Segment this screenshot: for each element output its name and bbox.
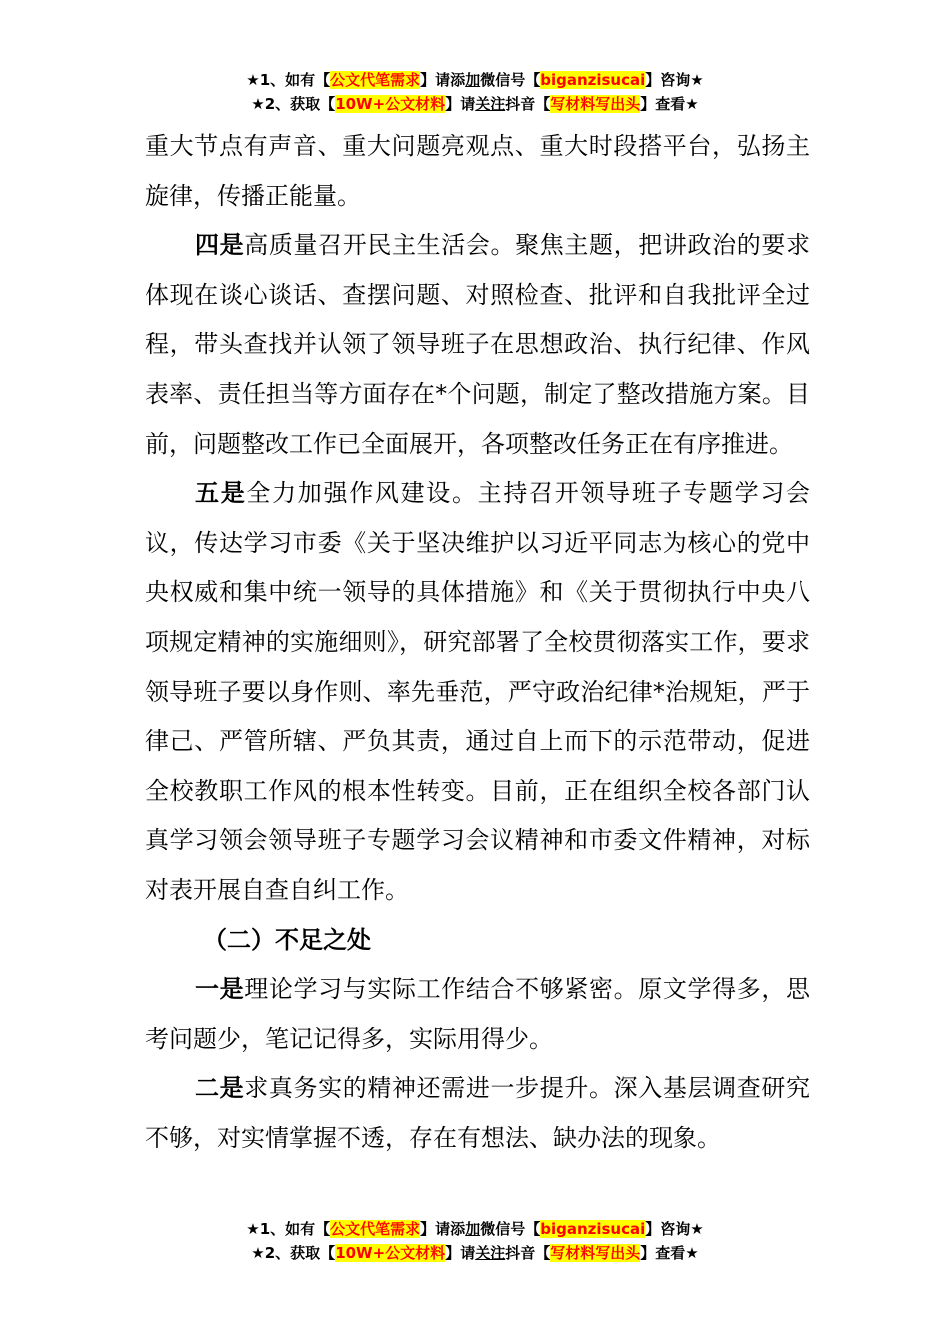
promo-highlight: 写材料写出头 xyxy=(550,1244,641,1262)
promo-highlight: 公文代笔需求 xyxy=(330,1220,421,1238)
promo-line-1: ★1、如有【公文代笔需求】请添加微信号【biganzisucai】咨询★ xyxy=(246,71,704,89)
footer-promo-banner xyxy=(0,1217,950,1265)
paragraph-lead: 四是 xyxy=(195,231,245,260)
paragraph-four: 四是高质量召开民主生活会。聚焦主题，把讲政治的要求体现在谈心谈话、查摆问题、对照检查、批评和自我批评全过程，带头查找并认领了领导班子在思想政治、执行纪律、作风表率、责任担当等方面存在*个问题，制定了整改措施方案。目前，问题整改工作已全面展开，各项整改任务正在有序推进。 xyxy=(145,231,810,458)
promo-highlight: 写材料写出头 xyxy=(550,95,641,113)
paragraph-shortcoming-two: 二是求真务实的精神还需进一步提升。深入基层调查研究不够，对实情掌握不透，存在有想法、缺办法的现象。 xyxy=(145,1074,810,1152)
promo-highlight: biganzisucai xyxy=(540,71,646,89)
paragraph-continued: 重大节点有声音、重大问题亮观点、重大时段搭平台，弘扬主旋律，传播正能量。 xyxy=(145,132,810,210)
section-heading: （二）不足之处 xyxy=(203,925,371,954)
promo-line-2: ★2、获取【10W+公文材料】请关注抖音【写材料写出头】查看★ xyxy=(251,95,699,113)
promo-highlight: 公文代笔需求 xyxy=(330,71,421,89)
promo-highlight: biganzisucai xyxy=(540,1220,646,1238)
paragraph-lead: 二是 xyxy=(195,1074,245,1103)
paragraph-five: 五是全力加强作风建设。主持召开领导班子专题学习会议，传达学习市委《关于坚决维护以习近平同志为核心的党中央权威和集中统一领导的具体措施》和《关于贯彻执行中央八项规定精神的实施细则》，研究部署了全校贯彻落实工作，要求领导班子要以身作则、率先垂范，严守政治纪律*治规矩，严于律己、严管所辖、严负其责，通过自上而下的示范带动，促进全校教职工作风的根本性转变。目前，正在组织全校各部门认真学习领会领导班子专题学习会议精神和市委文件精神，对标对表开展自查自纠工作。 xyxy=(145,479,811,904)
paragraph-lead: 一是 xyxy=(195,975,245,1004)
document-body xyxy=(145,122,810,1163)
header-promo-banner xyxy=(0,68,950,116)
promo-highlight: 10W+公文材料 xyxy=(335,95,446,113)
promo-line-1: ★1、如有【公文代笔需求】请添加微信号【biganzisucai】咨询★ xyxy=(246,1220,704,1238)
promo-line-2: ★2、获取【10W+公文材料】请关注抖音【写材料写出头】查看★ xyxy=(251,1244,699,1262)
promo-highlight: 10W+公文材料 xyxy=(335,1244,446,1262)
paragraph-lead: 五是 xyxy=(195,479,247,508)
paragraph-shortcoming-one: 一是理论学习与实际工作结合不够紧密。原文学得多，思考问题少，笔记记得多，实际用得少。 xyxy=(145,975,810,1053)
